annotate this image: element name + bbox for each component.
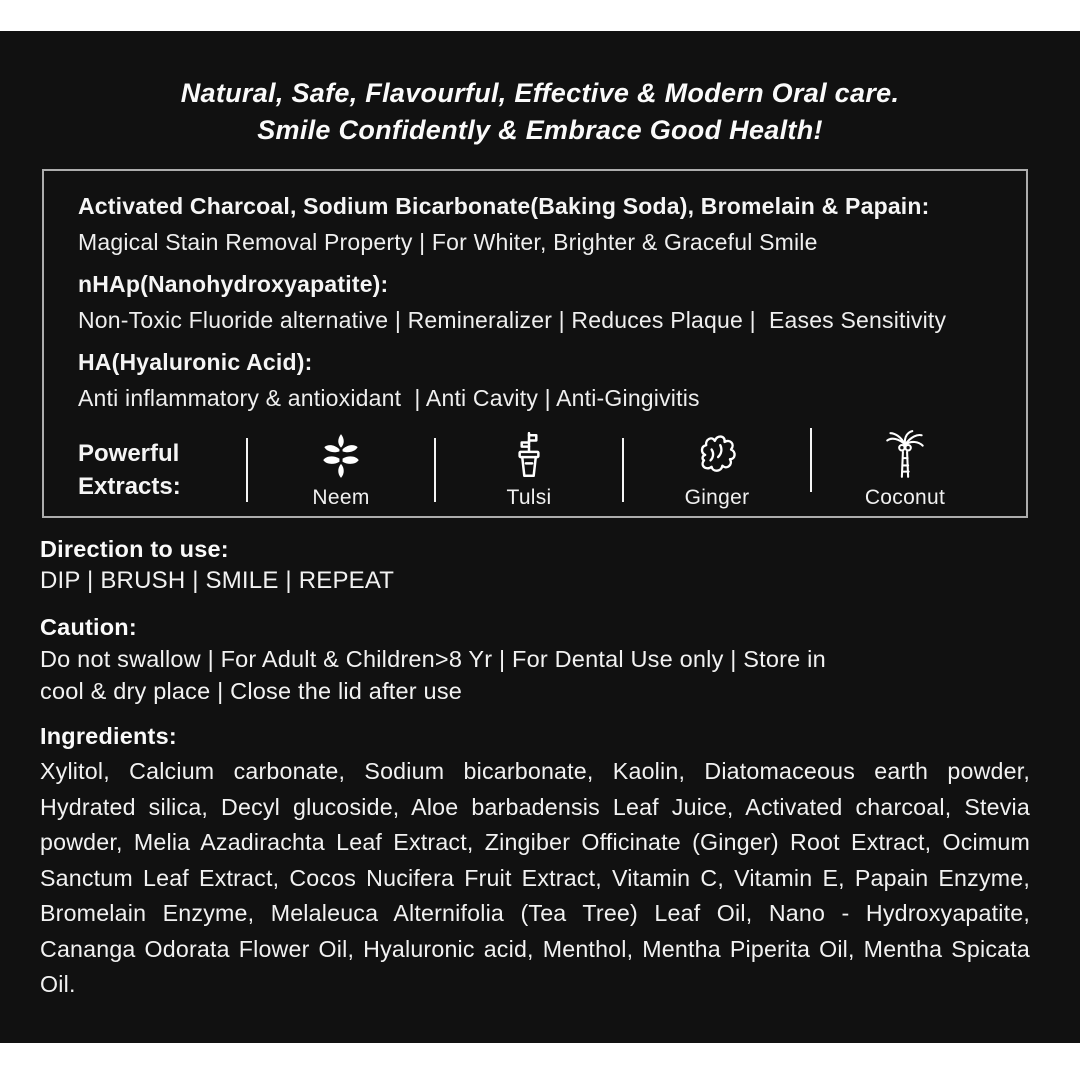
extract-item-tulsi — [436, 429, 622, 510]
direction-heading: Direction to use: — [40, 536, 229, 562]
direction-text: DIP | BRUSH | SMILE | REPEAT — [40, 567, 395, 594]
lower-sections — [40, 534, 1030, 1003]
benefit-heading-charcoal: Activated Charcoal, Sodium Bicarbonate(Baking Soda), Bromelain & Papain: — [78, 193, 930, 219]
tulsi-plant-icon — [506, 429, 552, 481]
extract-name: Neem — [312, 486, 370, 509]
powerful-extracts-label: Powerful Extracts: — [78, 439, 181, 500]
ingredients-text: Xylitol, Calcium carbonate, Sodium bicarbonate, Kaolin, Diatomaceous earth powder, Hydrated silica, Decyl glucoside, Aloe barbadensis Leaf Juice, Activated charcoal, Stevia powder, Melia Azadirachta Leaf Extract, Zingiber Officinate (Ginger) Root Extract, Ocimum Sanctum Leaf Extract, Cocos Nucifera Fruit Extract, Vitamin C, Vitamin E, Papain Enzyme, Bromelain Enzyme, Melaleuca Alternifolia (Tea Tree) Leaf Oil, Nano - Hydroxyapatite, Cananga Odorata Flower Oil, Hyaluronic acid, Menthol, Mentha Piperita Oil, Mentha Spicata Oil. — [40, 758, 1030, 997]
extract-item-neem — [248, 429, 434, 510]
extract-divider — [810, 428, 812, 492]
tagline — [0, 75, 1080, 149]
extract-name: Ginger — [684, 486, 750, 509]
coconut-palm-icon — [880, 429, 930, 481]
extract-name: Coconut — [864, 486, 946, 509]
benefit-detail-charcoal: Magical Stain Removal Property | For Whiter, Brighter & Graceful Smile — [78, 229, 818, 255]
extract-item-coconut — [812, 429, 998, 510]
label-panel — [0, 31, 1080, 1043]
powerful-extracts-row — [78, 429, 998, 510]
caution-text — [40, 643, 1030, 707]
extract-name: Tulsi — [506, 486, 552, 509]
benefit-heading-ha: HA(Hyaluronic Acid): — [78, 349, 313, 375]
tagline-line-1: Natural, Safe, Flavourful, Effective & Modern Oral care. — [180, 78, 900, 108]
caution-line-1: Do not swallow | For Adult & Children>8 Yr | For Dental Use only | Store in — [40, 646, 826, 672]
tagline-line-2: Smile Confidently & Embrace Good Health! — [257, 115, 823, 145]
caution-line-2: cool & dry place | Close the lid after use — [40, 678, 463, 704]
benefit-detail-ha: Anti inflammatory & antioxidant | Anti Cavity | Anti-Gingivitis — [78, 385, 700, 411]
ginger-root-icon — [690, 429, 744, 481]
benefit-detail-nhap: Non-Toxic Fluoride alternative | Remineralizer | Reduces Plaque | Eases Sensitivity — [78, 307, 947, 333]
neem-leaf-icon — [316, 429, 366, 481]
benefits-box — [42, 169, 1028, 518]
extract-item-ginger — [624, 429, 810, 510]
caution-heading: Caution: — [40, 614, 137, 640]
benefit-heading-nhap: nHAp(Nanohydroxyapatite): — [78, 271, 389, 297]
ingredients-heading: Ingredients: — [40, 723, 177, 749]
